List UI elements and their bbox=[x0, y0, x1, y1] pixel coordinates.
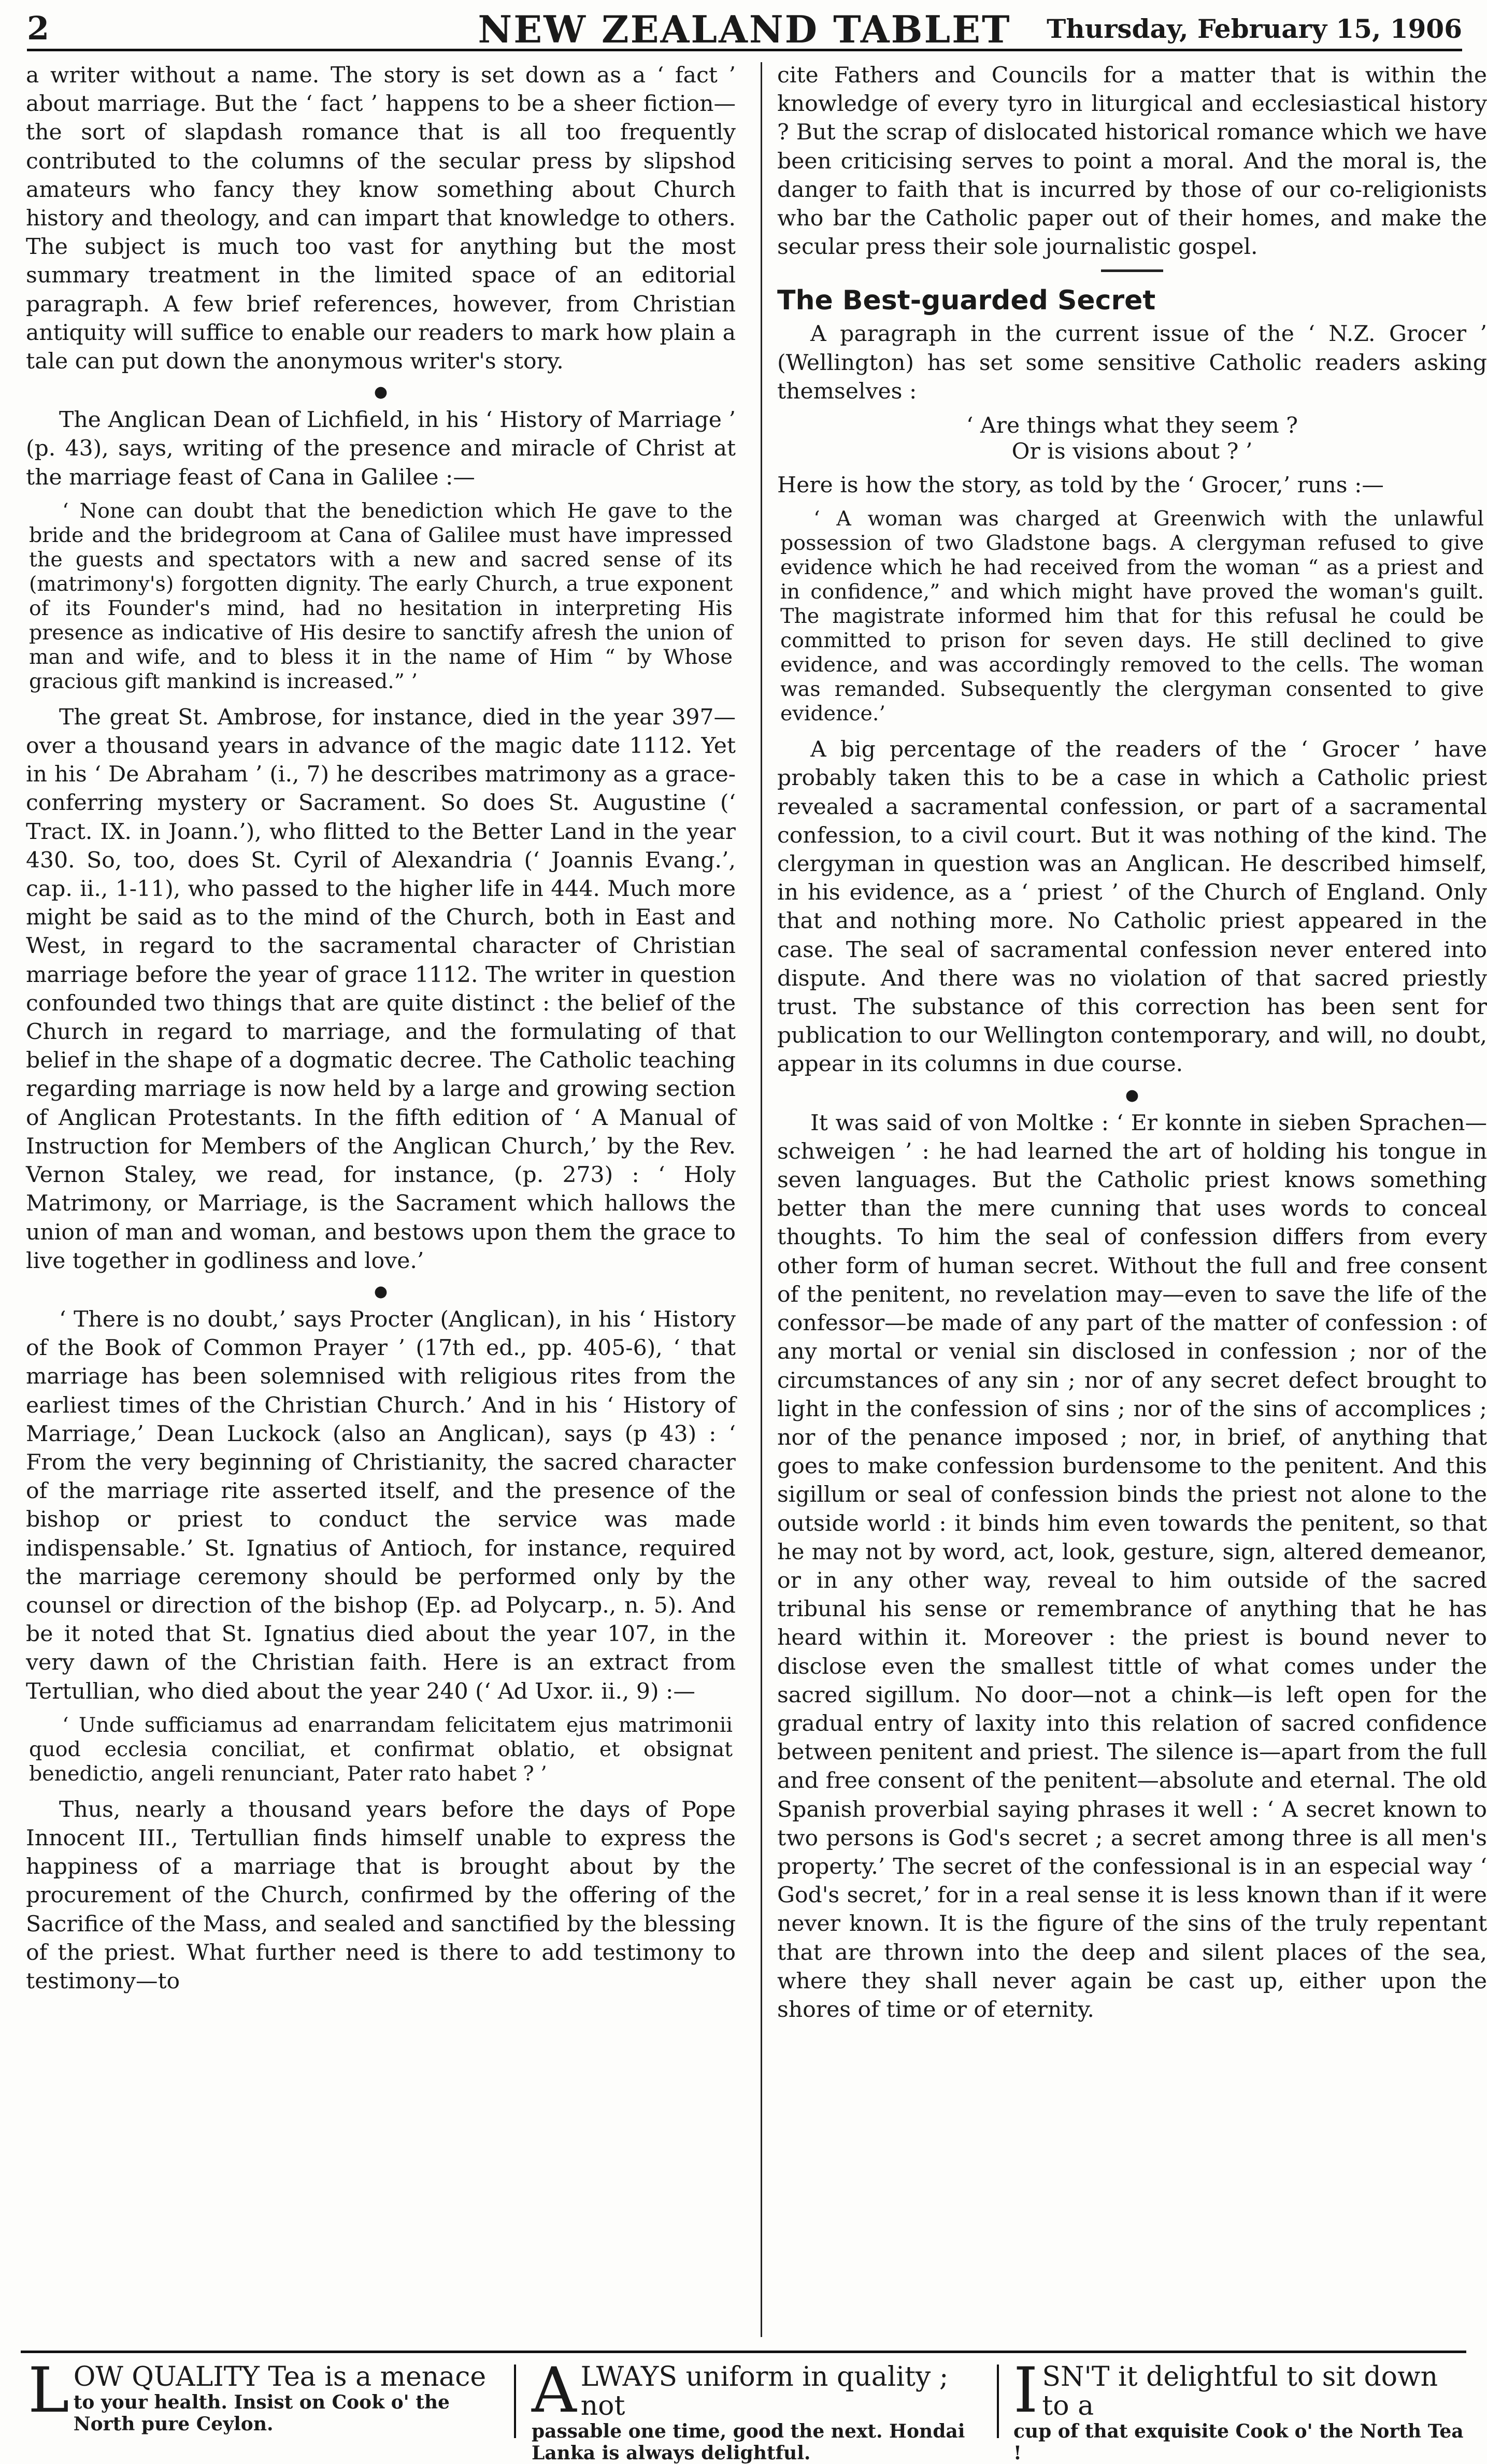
column-divider bbox=[761, 62, 762, 2337]
right-paragraph-4: A big percentage of the readers of the ‘ Grocer ’ have probably taken this to be a case in which a Catholic priest revealed a sacramental confession, or part of a sacramental confession, to a civil court. But it was nothing of the kind. The clergyman in question was an Anglican. He described himself, in his evidence, as a ‘ priest ’ of the Church of England. Only that and nothing more. No Catholic priest appeared in the case. The seal of sacramental confession never entered into dispute. And there was no violation of that sacred priestly trust. The substance of this correction has been sent for publication to our Wellington contemporary, and will, no doubt, appear in its columns in due course. bbox=[777, 737, 1487, 1077]
left-paragraph-3: The great St. Ambrose, for instance, died in the year 397—over a thousand years in advance of the magic date 1112. Yet in his ‘ De Abraham ’ (i., 7) he describes matrimony as a grace-conferring mystery or Sacrament. So does St. Augustine (‘ Tract. IX. in Joann.’), who flitted to the Better Land in the year 430. So, too, does St. Cyril of Alexandria (‘ Joannis Evang.’, cap. ii., 1-11), who passed to the higher life in 444. Much more might be said as to the mind of the Church, both in East and West, in regard to the sacramental character of Christian marriage before the year of grace 1112. The writer in question confounded two things that are quite distinct : the belief of the Church in regard to marriage, and the formulating of that belief in the shape of a dogmatic decree. The Catholic teaching regarding marriage is now held by a large and growing section of Anglican Protestants. In the fifth edition of ‘ A Manual of Instruction for Members of the Anglican Church,’ by the Rev. Vernon Staley, we read, for instance, (p. 273) : ‘ Holy Matrimony, or Marriage, is the Sacrament which hallows the union of man and woman, and bestows upon them the grace to live together in godliness and love.’ bbox=[26, 704, 736, 1274]
verse-quote bbox=[777, 413, 1487, 465]
right-paragraph-5: It was said of von Moltke : ‘ Er konnte in sieben Sprachen—schweigen ’ : he had learned the art of holding his tongue in seven languages. But the Catholic priest knows something better than the mere cunning that uses words to conceal thoughts. To him the seal of confession differs from every other form of human secret. Without the full and free consent of the penitent, no revelation may—even to save the life of the confessor—be made of any part of the matter of confession : of any mortal or venial sin disclosed in confession ; nor of the circumstances of any sin ; nor of any secret defect brought to light in the confession of sins ; nor of the sins of accomplices ; nor of the penance imposed ; nor, in brief, of anything that goes to make confession burdensome to the penitent. And this sigillum or seal of confession binds the priest not alone to the outside world : it binds him even towards the penitent, so that he may not by word, act, look, gesture, sign, altered demeanor, or in any other way, reveal to him outside of the sacred tribunal his sense or remembrance of anything that he has heard within it. Moreover : the priest is bound never to disclose even the smallest tittle of what comes under the sacred sigillum. No door—not a chink—is left open for the gradual entry of laxity into this relation of sacred confidence between penitent and priest. The silence is—apart from the full and free consent of the penitent—absolute and eternal. The old Spanish proverbial saying phrases it well : ‘ A secret known to two persons is God's secret ; a secret among three is all men's property.’ The secret of the confessional is in an especial way ‘ God's secret,’ for in a real sense it is less known than if it were never known. It is the figure of the sins of the truly repentant that are thrown into the deep and silent places of the sea, where they shall never again be cast up, either upon the shores of time or of eternity. bbox=[777, 1110, 1487, 2023]
right-paragraph-2: A paragraph in the current issue of the ‘ N.Z. Grocer ’ (Wellington) has set some sensitive Catholic readers asking themselves : bbox=[777, 321, 1487, 404]
quote-text: ‘ A woman was charged at Greenwich with the unlawful possession of two Gladstone bags. A clergyman refused to give evidence which he had received from the woman “ as a priest and in confidence,” and which might have proved the woman's guilt. The magistrate informed him that for this refusal he could be committed to prison for seven days. He still declined to give evidence, and was accordingly removed to the cells. The woman was remanded. Subsequently the clergyman consented to give evidence.’ bbox=[780, 507, 1484, 726]
ad-headline: SN'T it delightful to sit down to a bbox=[1042, 2361, 1438, 2422]
issue-date: Thursday, February 15, 1906 bbox=[1047, 13, 1462, 44]
section-dot: ● bbox=[1125, 1086, 1139, 1104]
section-heading: The Best-guarded Secret bbox=[777, 285, 1156, 317]
verse-line: Or is visions about ? ’ bbox=[1011, 439, 1253, 465]
right-column bbox=[777, 61, 1487, 2331]
drop-initial: I bbox=[1013, 2355, 1038, 2427]
section-dot: ● bbox=[374, 1282, 388, 1301]
section-dot: ● bbox=[374, 383, 388, 402]
page-number: 2 bbox=[27, 9, 50, 47]
left-paragraph-1: a writer without a name. The story is set down as a ‘ fact ’ about marriage. But the ‘ fact ’ happens to be a sheer fiction—the sort of slapdash romance that is all too frequently contributed to the columns of the secular press by slipshod amateurs who fancy they know something about Church history and theology, and can impart that knowledge to others. The subject is much too vast for anything but the most summary treatment in the limited space of an editorial paragraph. A few brief references, however, from Christian antiquity will suffice to enable our readers to mark how plain a tale can put down the anonymous writer's story. bbox=[26, 63, 736, 375]
left-paragraph-4: ‘ There is no doubt,’ says Procter (Anglican), in his ‘ History of the Book of Common Prayer ’ (17th ed., pp. 405-6), ‘ that marriage has been solemnised with religious rites from the earliest times of the Christian Church.’ And in his ‘ History of Marriage,’ Dean Luckock (also an Anglican), says (p 43) : ‘ From the very beginning of Christianity, the sacred character of the marriage rite asserted itself, and the presence of the bishop or priest to conduct the service was made indispensable.’ St. Ignatius of Antioch, for instance, required the marriage ceremony should be performed only by the counsel or direction of the bishop (Ep. ad Polycarp., n. 5). And be it noted that St. Ignatius died about the year 107, in the very dawn of the Christian faith. Here is an extract from Tertullian, who died about the year 240 (‘ Ad Uxor. ii., 9) :— bbox=[26, 1306, 736, 1704]
ad-headline: LWAYS uniform in quality ; not bbox=[580, 2361, 949, 2422]
ad-body: to your health. Insist on Cook o' the North pure Ceylon. bbox=[73, 2391, 450, 2435]
ad-body: passable one time, good the next. Hondai Lanka is always delightful. bbox=[532, 2420, 965, 2464]
drop-initial: L bbox=[28, 2355, 69, 2427]
advertisement bbox=[1013, 2355, 1464, 2464]
newspaper-title: NEW ZEALAND TABLET bbox=[478, 7, 1011, 51]
advertisement bbox=[532, 2355, 988, 2464]
grocer-quote bbox=[777, 507, 1487, 726]
section-rule bbox=[1101, 269, 1163, 272]
right-paragraph-1: cite Fathers and Councils for a matter that is within the knowledge of every tyro in liturgical and ecclesiastical history ? But the scrap of dislocated historical romance which we have been criticising serves to point a moral. And the moral is, the danger to faith that is incurred by those of our co-religionists who bar the Catholic paper out of their homes, and make the secular press their sole journalistic gospel. bbox=[777, 63, 1487, 260]
advertisement-strip bbox=[21, 2351, 1466, 2464]
ad-divider bbox=[997, 2365, 999, 2438]
drop-initial: A bbox=[532, 2355, 577, 2427]
ad-body: cup of that exquisite Cook o' the North Tea ! bbox=[1013, 2420, 1464, 2464]
latin-quote bbox=[26, 1713, 736, 1786]
left-paragraph-5: Thus, nearly a thousand years before the days of Pope Innocent III., Tertullian finds himself unable to express the happiness of a marriage that is brought about by the procurement of the Church, confirmed by the offering of the Sacrifice of the Mass, and sealed and sanctified by the blessing of the priest. What further need is there to add testimony to testimony—to bbox=[26, 1797, 736, 1994]
block-quote bbox=[26, 499, 736, 694]
quote-text: ‘ Unde sufficiamus ad enarrandam felicitatem ejus matrimonii quod ecclesia conciliat, et confirmat oblatio, et obsignat benedictio, angeli renunciant, Pater rato habet ? ’ bbox=[29, 1713, 733, 1786]
verse-line: ‘ Are things what they seem ? bbox=[966, 413, 1298, 439]
left-paragraph-2: The Anglican Dean of Lichfield, in his ‘ History of Marriage ’ (p. 43), says, writing of the presence and miracle of Christ at the marriage feast of Cana in Galilee :— bbox=[26, 407, 736, 490]
advertisement bbox=[28, 2355, 505, 2440]
quote-text: ‘ None can doubt that the benediction which He gave to the bride and the bridegroom at Cana of Galilee must have impressed the guests and spectators with a new and sacred sense of its (matrimony's) forgotten dignity. The early Church, a true exponent of its Founder's mind, had no hesitation in interpreting His presence as indicative of His desire to sanctify afresh the union of man and wife, and to bless it in the name of Him “ by Whose gracious gift mankind is increased.” ’ bbox=[29, 499, 733, 693]
left-column bbox=[26, 61, 736, 2331]
masthead bbox=[27, 6, 1462, 51]
ad-divider bbox=[514, 2365, 516, 2438]
right-paragraph-3: Here is how the story, as told by the ‘ Grocer,’ runs :— bbox=[777, 473, 1384, 499]
ad-headline: OW QUALITY Tea is a menace bbox=[73, 2361, 487, 2392]
